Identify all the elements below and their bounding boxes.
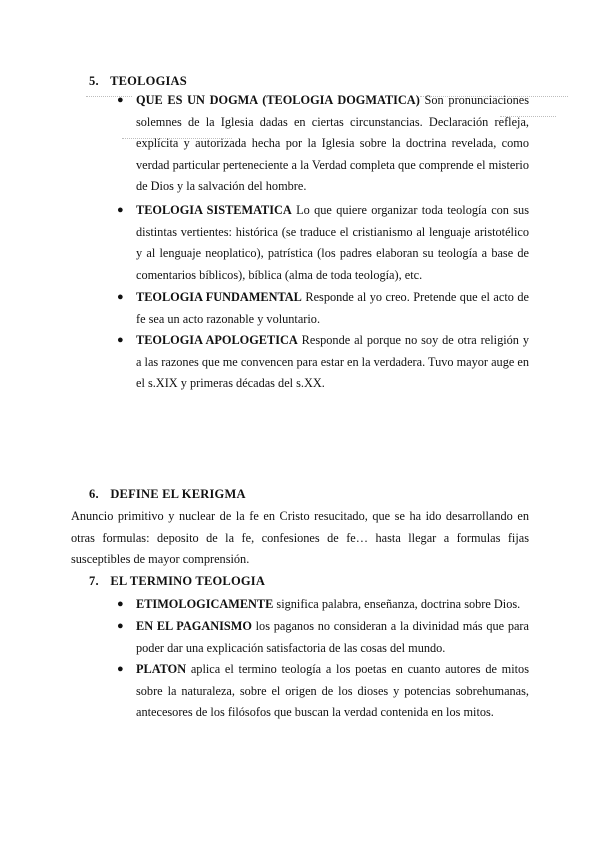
item-text: Son pronunciaciones solemnes de la Iglesia dadas en ciertas circunstancias. Declaración refleja, explícita y autorizada hecha por la Iglesia sobre la doctrina revelada, como verdad particular perteneciente a la Verdad completa que comprende el misterio de Dios y la salvación del hombre. xyxy=(136,93,530,194)
list-item xyxy=(117,330,529,395)
bullet-icon: ● xyxy=(117,204,124,216)
bullet-icon: ● xyxy=(117,620,124,632)
item-term: QUE ES UN DOGMA (TEOLOGIA DOGMATICA) xyxy=(136,93,420,107)
section-title: DEFINE EL KERIGMA xyxy=(110,487,246,501)
item-text: significa palabra, enseñanza, doctrina sobre Dios. xyxy=(273,597,521,611)
bullet-icon: ● xyxy=(117,663,124,675)
item-term: TEOLOGIA SISTEMATICA xyxy=(136,203,292,217)
item-text: los paganos no consideran a la divinidad más que para poder dar una explicación satisfactoria de las cosas del mundo. xyxy=(136,619,529,655)
section-6-heading xyxy=(89,487,246,502)
bullet-icon: ● xyxy=(117,334,124,346)
list-item xyxy=(117,616,529,659)
item-term: TEOLOGIA FUNDAMENTAL xyxy=(136,290,302,304)
bullet-icon: ● xyxy=(117,291,124,303)
section-5-heading xyxy=(89,74,187,89)
scan-noise xyxy=(86,96,132,100)
bullet-icon: ● xyxy=(117,598,124,610)
list-item xyxy=(117,200,529,286)
section-number: 7. xyxy=(89,574,99,588)
item-text: Responde al porque no soy de otra religión y a las razones que me convencen para estar en la verdadera. Tuvo mayor auge en el s.XIX y primeras décadas del s.XX. xyxy=(136,333,529,391)
list-item xyxy=(117,594,529,616)
section-7-heading xyxy=(89,574,265,589)
item-term: ETIMOLOGICAMENTE xyxy=(136,597,274,611)
list-item xyxy=(117,90,530,198)
list-item xyxy=(117,287,529,330)
item-term: TEOLOGIA APOLOGETICA xyxy=(136,333,298,347)
item-term: EN EL PAGANISMO xyxy=(136,619,252,633)
bullet-icon: ● xyxy=(117,94,124,106)
kerigma-paragraph: Anuncio primitivo y nuclear de la fe en Cristo resucitado, que se ha ido desarrollando en otras formulas: deposito de la fe, confesiones de fe… hasta llegar a formulas fijas susceptibles de mayor comprensión. xyxy=(71,509,529,567)
section-title: EL TERMINO TEOLOGIA xyxy=(110,574,266,588)
list-item xyxy=(117,659,529,724)
item-term: PLATON xyxy=(136,662,187,676)
item-text: aplica el termino teología a los poetas en cuanto autores de mitos sobre la naturaleza, sobre el origen de los dioses y potencias sobrehumanas, antecesores de los filósofos que buscan la verdad contenida en los mitos. xyxy=(136,662,529,720)
section-title: TEOLOGIAS xyxy=(110,74,187,88)
item-text: Lo que quiere organizar toda teología con sus distintas vertientes: histórica (se traduce el cristianismo al lenguaje aristotélico y al lenguaje neoplatico), patrística (los padres elaboran su teología a base de comentarios bíblicos), bíblica (alma de toda teología), etc. xyxy=(136,203,529,282)
section-number: 6. xyxy=(89,487,99,501)
item-text: Responde al yo creo. Pretende que el acto de fe sea un acto razonable y voluntario. xyxy=(136,290,529,326)
section-number: 5. xyxy=(89,74,99,88)
